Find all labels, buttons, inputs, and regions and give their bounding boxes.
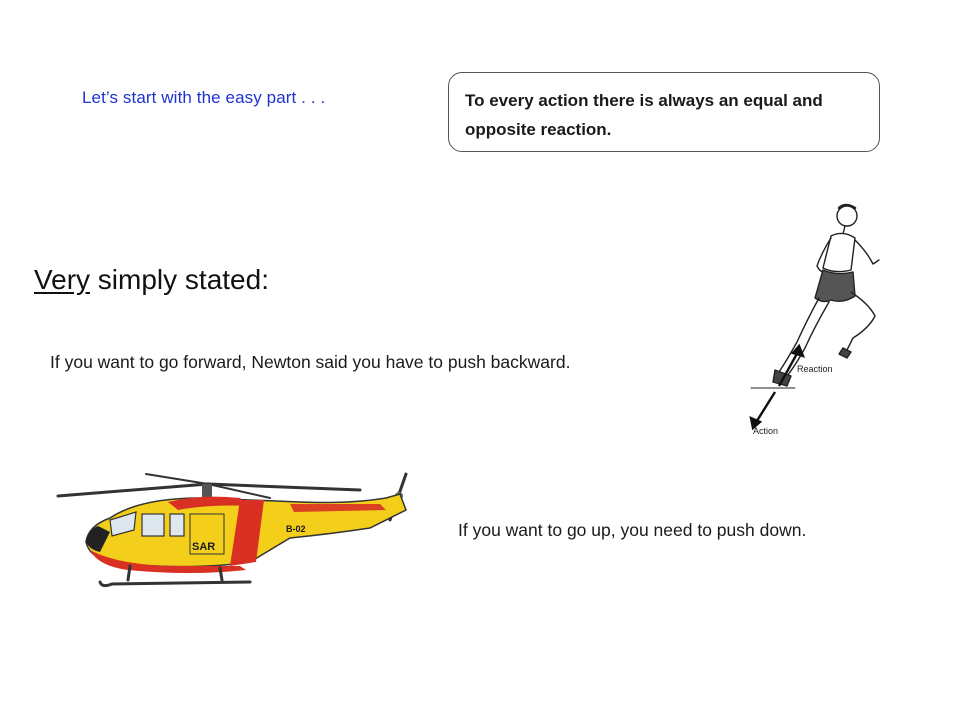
runner-illustration xyxy=(735,200,885,440)
helicopter-door-label: SAR xyxy=(192,541,216,553)
action-label: Action xyxy=(753,426,779,436)
helicopter-illustration xyxy=(50,470,415,592)
intro-text: Let’s start with the easy part . . . xyxy=(82,88,326,107)
up-text: If you want to go up, you need to push down. xyxy=(458,520,807,540)
helicopter-tail-label: B-02 xyxy=(286,524,306,534)
newton-law-text: To every action there is always an equal and opposite reaction. xyxy=(465,91,823,139)
reaction-label: Reaction xyxy=(797,364,833,374)
section-heading xyxy=(34,264,269,296)
heading-rest: simply stated: xyxy=(90,264,269,295)
newton-law-box xyxy=(448,72,880,152)
forward-text: If you want to go forward, Newton said you have to push backward. xyxy=(50,352,571,372)
heading-underlined-word: Very xyxy=(34,264,91,295)
